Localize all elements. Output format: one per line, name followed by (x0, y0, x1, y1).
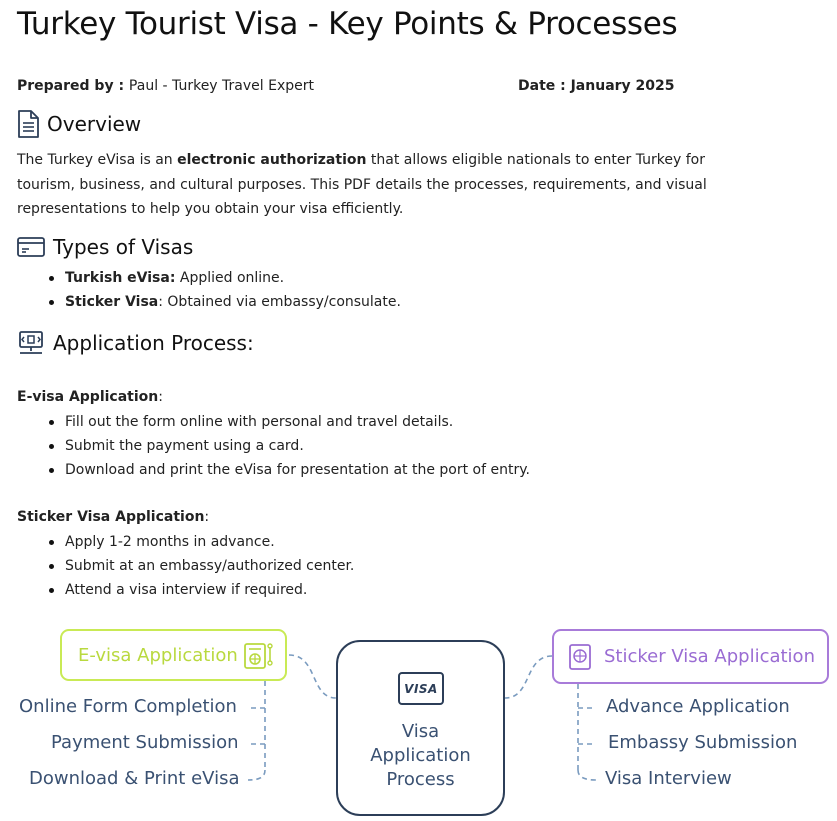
passport-icon (568, 644, 592, 670)
evisa-step-1: Online Form Completion (19, 696, 237, 717)
list-item: Submit the payment using a card. (49, 434, 530, 458)
prepared-value: Paul - Turkey Travel Expert (128, 78, 314, 94)
types-title: Types of Visas (53, 235, 194, 259)
evisa-subheading: E-visa Application: (17, 389, 163, 405)
overview-text-2: that allows eligible nationals to enter Turkey for tourism, business, and cultural purposes. This PDF details the processes, requirements, and visual representations to help you obtain your visa efficiently. (17, 152, 707, 217)
overview-title: Overview (47, 112, 142, 136)
visa-card-icon: VISA (398, 672, 444, 705)
connector-sticker-center (505, 656, 552, 698)
date-label: Date : January 2025 (518, 78, 675, 94)
center-label: Visa Application Process (370, 721, 471, 790)
list-item: Submit at an embassy/authorized center. (49, 554, 354, 578)
list-item: Apply 1-2 months in advance. (49, 530, 354, 554)
evisa-box (60, 629, 287, 681)
list-item: Turkish eVisa: Applied online. (49, 266, 401, 290)
sticker-box (552, 629, 829, 684)
overview-text-bold: electronic authorization (177, 152, 367, 168)
evisa-form-icon (243, 641, 275, 671)
evisa-box-label: E-visa Application (78, 644, 238, 666)
overview-text-1: The Turkey eVisa is an (17, 152, 178, 168)
list-item: Fill out the form online with personal and travel details. (49, 410, 530, 434)
page-title: Turkey Tourist Visa - Key Points & Processes (17, 6, 678, 42)
list-item: Sticker Visa: Obtained via embassy/consulate. (49, 290, 401, 314)
sticker-step-1: Advance Application (606, 696, 790, 717)
sticker-step-2: Embassy Submission (608, 732, 798, 753)
list-item: Attend a visa interview if required. (49, 578, 354, 602)
process-title: Application Process: (53, 331, 254, 355)
list-item: Download and print the eVisa for presentation at the port of entry. (49, 458, 530, 482)
evisa-step-3: Download & Print eVisa (29, 768, 240, 789)
sticker-box-label: Sticker Visa Application (604, 646, 815, 667)
sticker-subheading: Sticker Visa Application: (17, 509, 210, 525)
prepared-label: Prepared by : (17, 78, 129, 94)
connector-evisa-center (289, 655, 336, 698)
sticker-step-3: Visa Interview (605, 768, 732, 789)
evisa-step-2: Payment Submission (51, 732, 239, 753)
